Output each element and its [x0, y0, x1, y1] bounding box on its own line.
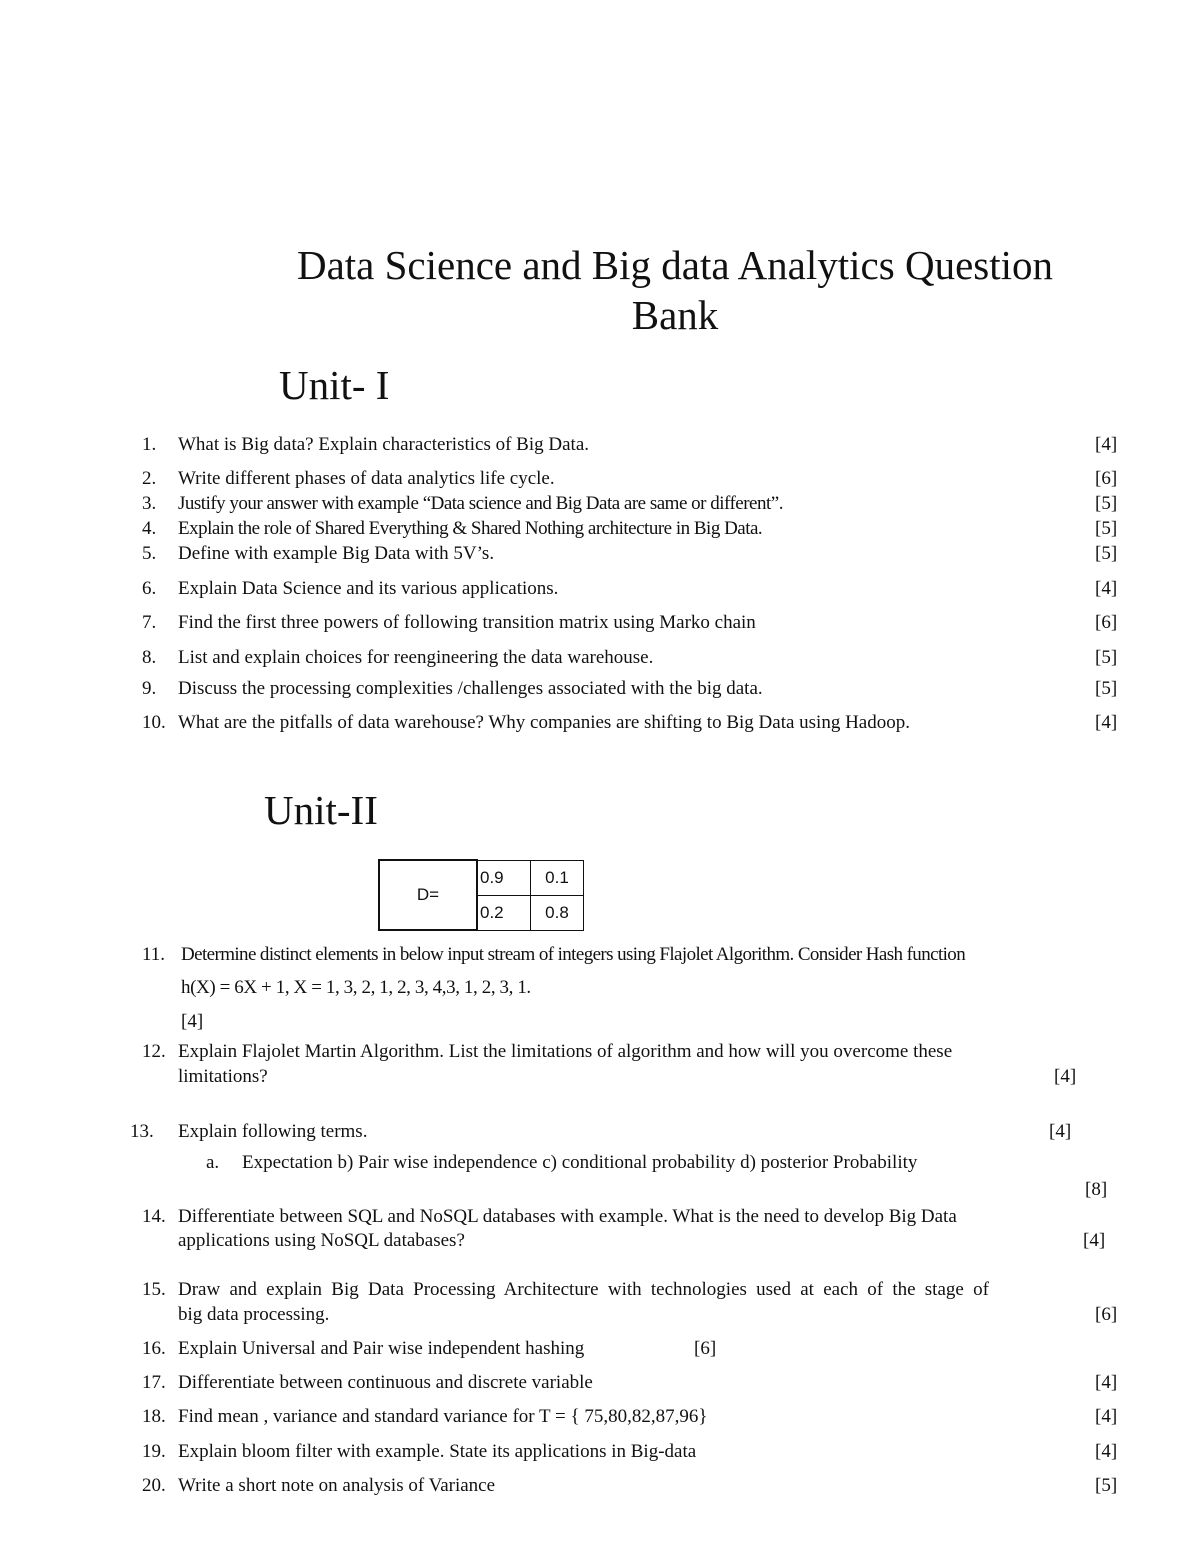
question-marks: [6] — [1095, 1304, 1118, 1325]
question-marks: [4] — [1095, 1372, 1118, 1393]
question-number: 2. — [142, 468, 157, 489]
question-marks: [6] — [1095, 612, 1118, 633]
question-marks: [4] — [1095, 434, 1118, 455]
question-number: 15. — [142, 1279, 166, 1300]
question-marks: [4] — [1095, 712, 1118, 733]
question-marks: [5] — [1095, 647, 1118, 668]
question-number: 3. — [142, 493, 157, 514]
question-marks: [4] — [1054, 1066, 1077, 1087]
question-number: 18. — [142, 1406, 166, 1427]
question-text: What are the pitfalls of data warehouse? Why companies are shifting to Big Data using Hadoop. — [178, 712, 910, 733]
question-number: 14. — [142, 1206, 166, 1227]
question-marks: [5] — [1095, 493, 1118, 514]
question-number: 17. — [142, 1372, 166, 1393]
unit-1-heading: Unit- I — [279, 362, 390, 408]
matrix-cell: 0.2 — [477, 895, 531, 930]
question-text: Explain following terms. — [178, 1121, 368, 1142]
question-number: 19. — [142, 1441, 166, 1462]
question-marks: [8] — [1085, 1179, 1108, 1200]
question-text: Draw and explain Big Data Processing Architecture with technologies used at each of the stage of — [178, 1279, 989, 1300]
question-text: Discuss the processing complexities /challenges associated with the big data. — [178, 678, 763, 699]
question-marks: [4] — [1083, 1230, 1106, 1251]
question-number: 13. — [130, 1121, 154, 1142]
question-text: Explain Universal and Pair wise independent hashing — [178, 1338, 585, 1359]
question-marks: [4] — [1049, 1121, 1072, 1142]
question-number: 8. — [142, 647, 157, 668]
question-text: Define with example Big Data with 5V’s. — [178, 543, 495, 564]
question-text: limitations? — [178, 1066, 268, 1087]
question-text: applications using NoSQL databases? — [178, 1230, 465, 1251]
question-formula: h(X) = 6X + 1, X = 1, 3, 2, 1, 2, 3, 4,3, 1, 2, 3, 1. — [181, 977, 531, 998]
question-text: Justify your answer with example “Data science and Big Data are same or different”. — [178, 493, 783, 514]
question-number: 10. — [142, 712, 166, 733]
matrix-cell: 0.8 — [531, 895, 584, 930]
matrix-label: D= — [379, 860, 477, 930]
question-text: Explain Flajolet Martin Algorithm. List the limitations of algorithm and how will you overcome these — [178, 1041, 953, 1062]
question-text: Write a short note on analysis of Variance — [178, 1475, 496, 1496]
question-number: 9. — [142, 678, 157, 699]
matrix-cell: 0.9 — [477, 860, 531, 895]
question-marks: [5] — [1095, 543, 1118, 564]
question-number: 4. — [142, 518, 157, 539]
question-text: Determine distinct elements in below input stream of integers using Flajolet Algorithm. Consider Hash function — [181, 944, 966, 965]
question-number: 6. — [142, 578, 157, 599]
question-marks: [4] — [181, 1011, 204, 1032]
question-number: 20. — [142, 1475, 166, 1496]
question-text: Explain the role of Shared Everything & Shared Nothing architecture in Big Data. — [178, 518, 763, 539]
question-marks: [5] — [1095, 678, 1118, 699]
question-text: Differentiate between SQL and NoSQL databases with example. What is the need to develop Big Data — [178, 1206, 957, 1227]
question-text: What is Big data? Explain characteristics of Big Data. — [178, 434, 589, 455]
question-marks: [5] — [1095, 518, 1118, 539]
question-text: Explain bloom filter with example. State its applications in Big-data — [178, 1441, 697, 1462]
question-marks: [5] — [1095, 1475, 1118, 1496]
question-marks: [6] — [1095, 468, 1118, 489]
page-title: Data Science and Big data Analytics Question Bank — [296, 242, 1054, 338]
question-marks: [4] — [1095, 578, 1118, 599]
question-number: 11. — [142, 944, 166, 965]
question-text: Write different phases of data analytics life cycle. — [178, 468, 555, 489]
unit-2-heading: Unit-II — [264, 787, 378, 833]
question-marks: [6] — [694, 1338, 717, 1359]
matrix-cell: 0.1 — [531, 860, 584, 895]
question-text: Find the first three powers of following transition matrix using Marko chain — [178, 612, 756, 633]
question-text: Find mean , variance and standard variance for T = { 75,80,82,87,96} — [178, 1406, 708, 1427]
question-marks: [4] — [1095, 1406, 1118, 1427]
question-number: 16. — [142, 1338, 166, 1359]
transition-matrix — [378, 859, 584, 931]
sub-item-letter: a. — [206, 1152, 220, 1173]
question-marks: [4] — [1095, 1441, 1118, 1462]
sub-item-text: Expectation b) Pair wise independence c) conditional probability d) posterior Probability — [242, 1152, 918, 1173]
question-text: List and explain choices for reengineering the data warehouse. — [178, 647, 654, 668]
question-text: Differentiate between continuous and discrete variable — [178, 1372, 593, 1393]
question-text: big data processing. — [178, 1304, 330, 1325]
question-number: 1. — [142, 434, 157, 455]
question-number: 7. — [142, 612, 157, 633]
question-text: Explain Data Science and its various applications. — [178, 578, 559, 599]
question-number: 5. — [142, 543, 157, 564]
question-number: 12. — [142, 1041, 166, 1062]
